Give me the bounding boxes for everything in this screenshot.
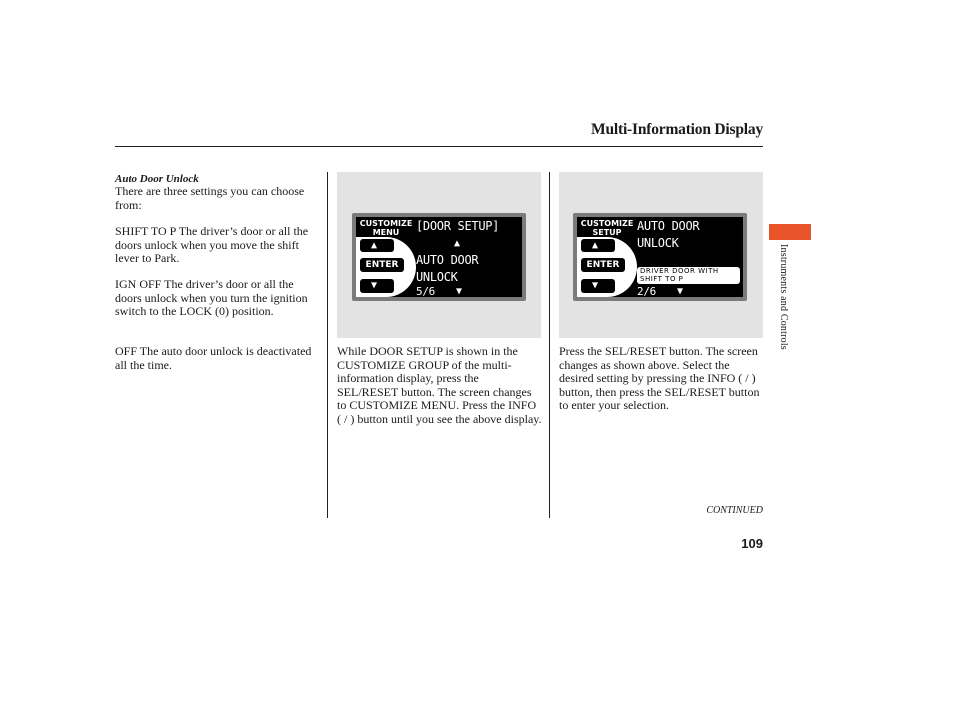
down-button-2 (581, 279, 615, 293)
column-divider-2 (549, 172, 550, 518)
up-button (360, 239, 394, 252)
down-arrow-icon: ▼ (592, 280, 599, 291)
setting-off: OFF The auto door unlock is deactivated all the time. (115, 344, 312, 372)
section-heading: Auto Door Unlock (115, 173, 199, 185)
down-button (360, 279, 394, 293)
enter-button: ENTER (360, 258, 404, 272)
intro-text: There are three settings you can choose from: (115, 184, 305, 212)
screen-line-unlock-2: UNLOCK (637, 236, 679, 250)
setting-ign-off: IGN OFF The driver’s door or all the doors unlock when you turn the ignition switch to the LOCK (0) position. (115, 277, 308, 318)
selector-dial (356, 237, 416, 297)
customize-menu-label: CUSTOMIZE MENU (359, 219, 413, 237)
screen-page-indicator-2: 2/6 (637, 285, 656, 298)
display-frame-2 (573, 213, 747, 301)
down-arrow-icon: ▼ (371, 280, 378, 291)
display-screen-2 (577, 217, 743, 297)
selector-dial-2 (577, 237, 637, 297)
up-button-2 (581, 239, 615, 252)
column-divider-1 (327, 172, 328, 518)
figure-panel-door-setup (337, 172, 541, 338)
screen-line-auto-door-2: AUTO DOOR (637, 219, 700, 233)
up-arrow-icon: ▲ (371, 240, 378, 251)
page-title: Multi-Information Display (591, 121, 763, 138)
setting-shift-to-p: SHIFT TO P The driver’s door or all the doors unlock when you move the shift lever to Park. (115, 224, 309, 265)
screen-line-unlock: UNLOCK (416, 270, 458, 284)
scroll-up-icon: ▲ (454, 238, 461, 249)
display-screen (356, 217, 522, 297)
section-tab-label: Instruments and Controls (778, 244, 789, 350)
screen-page-indicator: 5/6 (416, 285, 435, 298)
enter-button-2: ENTER (581, 258, 625, 272)
display-frame (352, 213, 526, 301)
continued-label: CONTINUED (706, 505, 763, 516)
up-arrow-icon: ▲ (592, 240, 599, 251)
page-number: 109 (741, 536, 763, 551)
scroll-down-icon: ▼ (456, 286, 463, 297)
column3-text: Press the SEL/RESET button. The screen changes as shown above. Select the desired setting by pressing the INFO ( / ) button, then press the SEL/RESET button to enter your selection. (559, 344, 760, 412)
screen-line-door-setup: [DOOR SETUP] (416, 219, 500, 233)
column2-text: While DOOR SETUP is shown in the CUSTOMIZE GROUP of the multi-information display, press the SEL/RESET button. The screen changes to CUSTOMIZE MENU. Press the INFO ( / ) button until you see the above display. (337, 344, 542, 426)
figure-panel-auto-door-unlock (559, 172, 763, 338)
section-tab (769, 224, 811, 240)
header-rule (115, 146, 763, 147)
selected-setting-box: DRIVER DOOR WITH SHIFT TO P (637, 267, 740, 284)
screen-line-auto-door: AUTO DOOR (416, 253, 479, 267)
customize-setup-label: CUSTOMIZE SETUP (580, 219, 634, 237)
scroll-down-icon: ▼ (677, 286, 684, 297)
